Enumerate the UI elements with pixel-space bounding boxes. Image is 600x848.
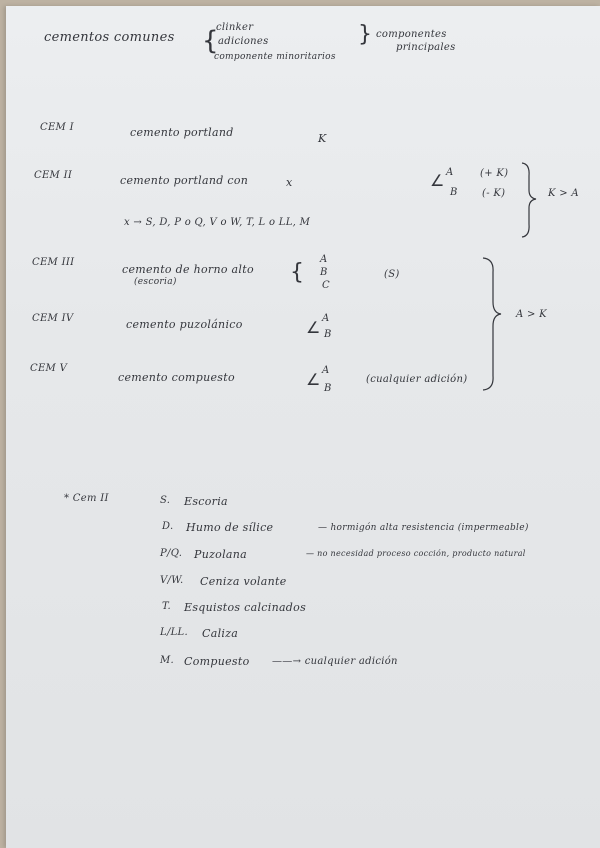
list-item-note: — no necesidad proceso cocción, producto natural: [306, 549, 526, 558]
list-item-code: P/Q.: [160, 548, 183, 559]
cem4-letter-a: A: [322, 313, 330, 324]
cem2-sub-a-note: (+ K): [480, 168, 509, 179]
list-item-label: Esquistos calcinados: [184, 601, 307, 614]
header-title: cementos comunes: [44, 30, 175, 45]
list-item-code: M.: [160, 655, 175, 666]
cem5-angle: ∠: [306, 370, 321, 389]
x-line: x → S, D, P o Q, V o W, T, L o LL, M: [124, 217, 311, 228]
header-item-adiciones: adiciones: [218, 36, 269, 47]
list-item-label: Escoria: [184, 495, 228, 508]
list-item-label: Humo de sílice: [186, 521, 274, 534]
header-item-clinker: clinker: [216, 22, 254, 33]
cem5-extra: (cualquier adición): [366, 374, 468, 385]
cem2-right-brace: [522, 163, 536, 237]
cem2-angle: ∠: [430, 171, 445, 190]
cem4-angle: ∠: [306, 318, 321, 337]
cem3-letter-c: C: [322, 280, 330, 291]
cem2-name: cemento portland con: [120, 174, 249, 187]
list-item-note: ——→ cualquier adición: [272, 656, 398, 667]
list-item-code: D.: [162, 521, 174, 532]
cem5-code: CEM V: [30, 363, 68, 374]
header-brace: {: [202, 26, 219, 56]
group-relation: A > K: [516, 309, 547, 320]
cem4-name: cemento puzolánico: [126, 318, 243, 331]
cem1-code: CEM I: [40, 122, 74, 133]
cem3-name: cemento de horno alto: [122, 263, 254, 276]
cem3-letter-a: A: [320, 254, 328, 265]
cem3-sub: (escoria): [134, 277, 177, 287]
header-item-minoritarios: componente minoritarios: [214, 52, 336, 62]
notebook-page: [6, 6, 600, 848]
list-item-code: T.: [162, 601, 171, 612]
list-item-label: Compuesto: [184, 655, 250, 668]
cem2-sub-a: A: [446, 167, 454, 178]
cem2-extra: x: [286, 176, 293, 189]
cem1-extra: K: [318, 132, 327, 145]
cem3-brace: {: [290, 260, 304, 285]
header-note-line2: principales: [396, 42, 456, 53]
list-item-note: — hormigón alta resistencia (impermeable): [318, 523, 529, 533]
header-close-brace: }: [358, 22, 372, 47]
cem5-letter-a: A: [322, 365, 330, 376]
cem2-code: CEM II: [34, 170, 73, 181]
header-note-line1: componentes: [376, 29, 447, 40]
group-right-brace: [483, 258, 501, 390]
list-item-label: Caliza: [202, 627, 239, 640]
cem3-code: CEM III: [32, 257, 75, 268]
cem3-letter-b: B: [320, 267, 328, 278]
list-item-label: Ceniza volante: [200, 575, 287, 588]
list-item-code: V/W.: [160, 575, 184, 586]
cem5-name: cemento compuesto: [118, 371, 235, 384]
cem1-name: cemento portland: [130, 126, 234, 139]
cem2-list-title: * Cem II: [64, 493, 109, 504]
cem2-sub-b-note: (- K): [482, 188, 506, 199]
cem2-relation: K > A: [548, 188, 579, 199]
list-item-code: L/LL.: [160, 627, 188, 638]
cem2-sub-b: B: [450, 187, 458, 198]
cem3-extra: (S): [384, 269, 400, 280]
cem4-code: CEM IV: [32, 313, 74, 324]
list-item-label: Puzolana: [194, 548, 248, 561]
cem4-letter-b: B: [324, 329, 332, 340]
cem5-letter-b: B: [324, 383, 332, 394]
hand-drawn-brackets: [6, 6, 600, 848]
list-item-code: S.: [160, 495, 171, 506]
